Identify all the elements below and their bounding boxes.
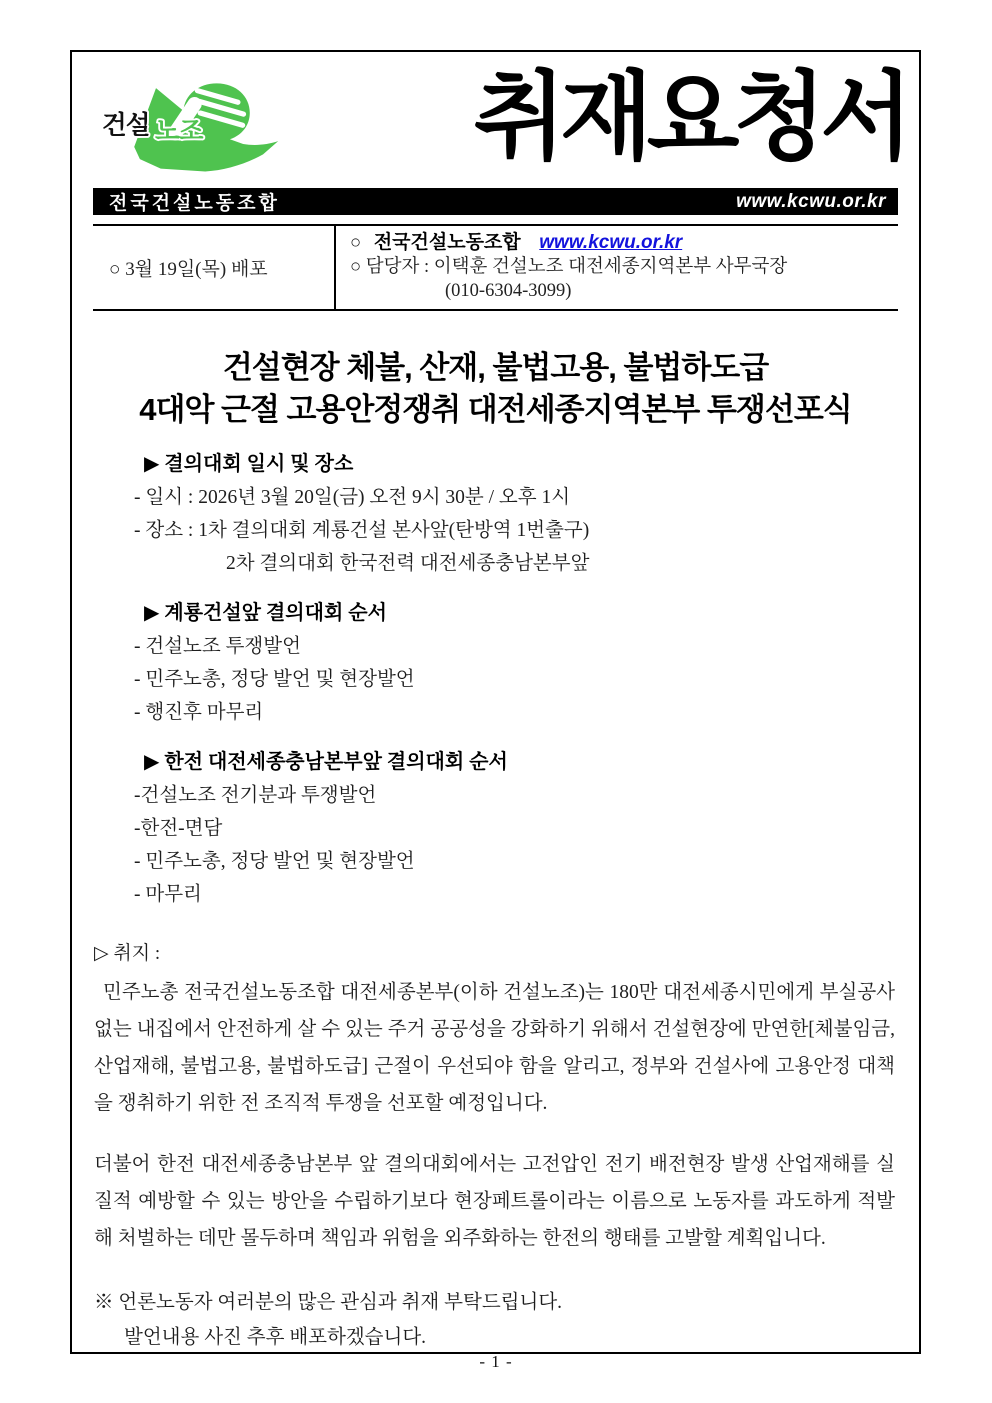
release-date-text: ○ 3월 19일(목) 배포 [109,259,268,280]
org-bar [93,188,898,215]
release-date-cell [93,226,336,309]
contact-cell [336,226,898,309]
masthead [72,52,919,188]
list-item: -한전-면담 [134,818,223,839]
section-schedule [134,451,879,580]
circle-bullet-icon: ○ [350,233,362,253]
logo-label-green: 노조 [155,117,203,146]
list-item: - 민주노총, 정당 발언 및 현장발언 [134,851,415,872]
contact-phone-row: (010-6304-3099) [445,281,572,301]
purpose-label: ▷ 취지 : [94,943,161,964]
list-item: - 마무리 [134,884,202,905]
section-heading: ▶ 한전 대전세종충남본부앞 결의대회 순서 [144,751,508,773]
purpose-paragraph-1: 민주노총 전국건설노동조합 대전세종본부(이하 건설노조)는 180만 대전세종시민에게 부실공사 없는 내집에서 안전하게 살 수 있는 주거 공공성을 강화하기 위해서 건설현장에 만연한[체불임금, 산업재해, 불법고용, 불법하도급] 근절이 우선되야 함을 알리고, 정부와 건설사에 고용안정 대책을 쟁취하기 위한 전 조직적 투쟁을 선포할 예정입니다. [94,982,895,1114]
list-item: -건설노조 전기분과 투쟁발언 [134,785,377,806]
page-number: - 1 - [479,1352,513,1371]
org-bar-name: 전국건설노동조합 [109,193,280,214]
purpose-block [94,941,895,1257]
website-link[interactable]: www.kcwu.or.kr [539,232,683,253]
list-item: - 민주노총, 정당 발언 및 현장발언 [134,669,415,690]
document-border-box [70,50,921,1354]
section-heading: ▶ 계룡건설앞 결의대회 순서 [144,602,387,624]
list-item: - 일시 : 2026년 3월 20일(금) 오전 9시 30분 / 오후 1시 [134,487,571,508]
logo-label-black: 건설 [102,111,150,140]
event-title [72,347,919,431]
event-title-line1: 건설현장 체불, 산재, 불법고용, 불법하도급 [222,350,769,385]
section-heading: ▶ 결의대회 일시 및 장소 [144,453,354,475]
purpose-paragraph-2: 더불어 한전 대전세종충남본부 앞 결의대회에서는 고전압인 전기 배전현장 발생 산업재해를 실질적 예방할 수 있는 방안을 수립하기보다 현장페트롤이라는 이름으로 노동자를 과도하게 적발해 처벌하는 데만 몰두하며 책임과 위험을 외주화하는 한전의 행태를 고발할 계획입니다. [94,1154,895,1249]
notice-line2: 발언내용 사진 추후 배포하겠습니다. [124,1327,427,1348]
list-item: 2차 결의대회 한국전력 대전세종충남본부앞 [226,553,590,574]
list-item: - 건설노조 투쟁발언 [134,636,301,657]
document-title: 취재요청서 [473,64,907,171]
section-rally2-order [134,749,879,911]
contact-org-row [350,231,892,255]
contact-person-row: ○ 담당자 : 이택훈 건설노조 대전세종지역본부 사무국장 [350,257,788,277]
fist-mountain-logo-icon [102,78,282,174]
press-notice [94,1285,895,1354]
notice-line1: ※ 언론노동자 여러분의 많은 관심과 취재 부탁드립니다. [94,1292,563,1313]
info-table [93,224,898,311]
list-item: - 행진후 마무리 [134,702,264,723]
contact-org-name: 전국건설노동조합 [373,232,521,253]
section-rally1-order [134,600,879,729]
list-item: - 장소 : 1차 결의대회 계룡건설 본사앞(탄방역 1번출구) [134,520,590,541]
kcwu-union-logo [102,78,282,174]
event-title-line2: 4대악 근절 고용안정쟁취 대전세종지역본부 투쟁선포식 [139,392,852,427]
org-bar-website: www.kcwu.or.kr [736,190,886,212]
